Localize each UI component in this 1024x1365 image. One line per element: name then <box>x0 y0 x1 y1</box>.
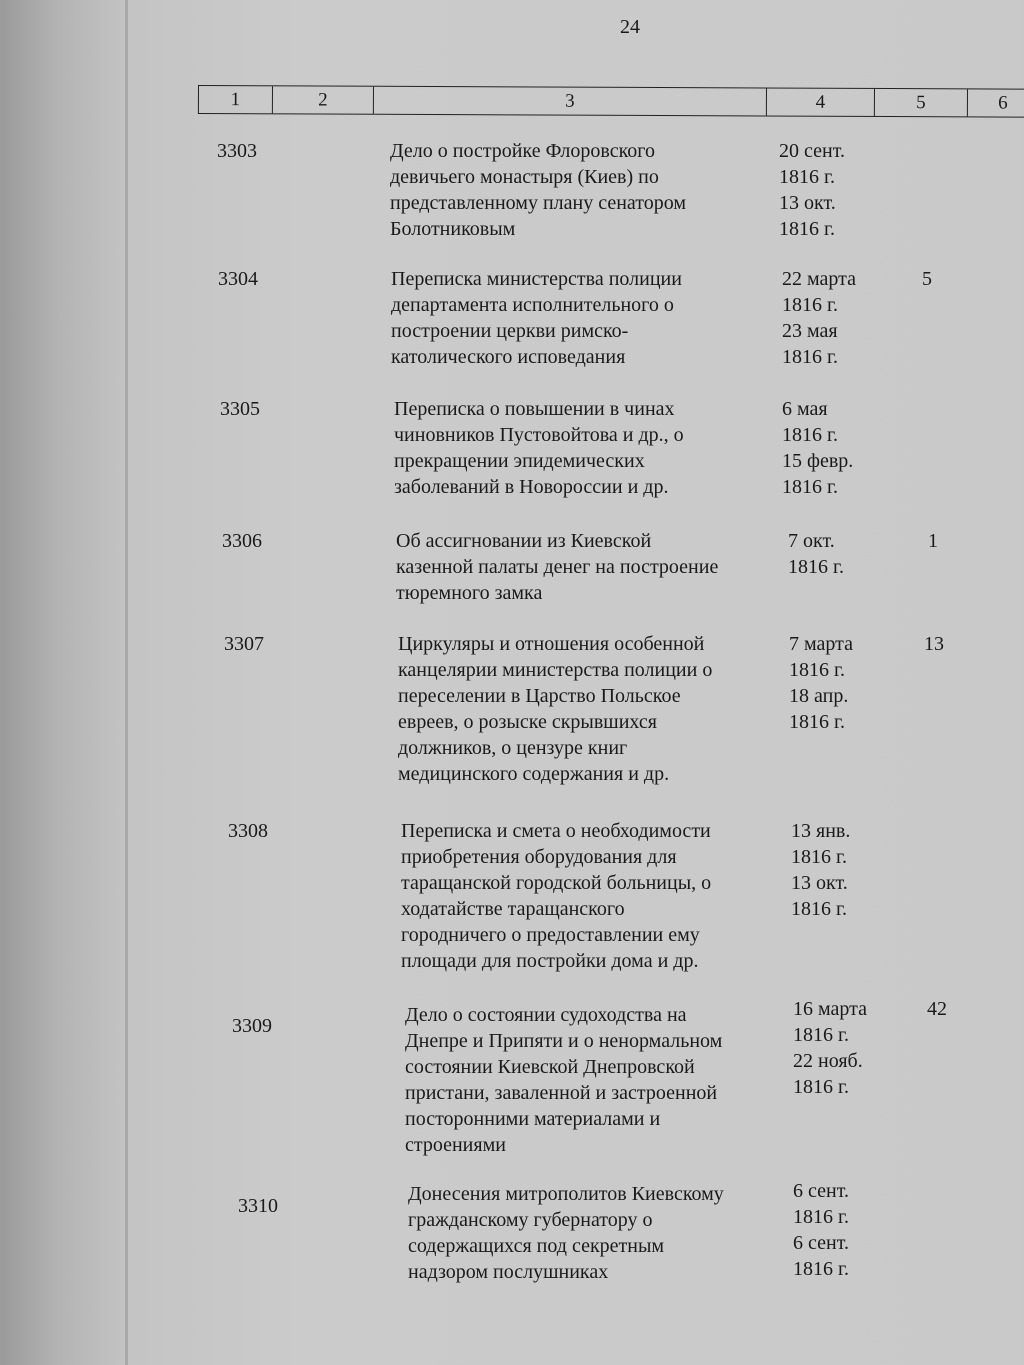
entry-number: 3309 <box>232 1015 272 1037</box>
entry-sheet-count: 5 <box>922 268 932 290</box>
entry-description: Переписка министерства полиции департамента исполнительного о построении церкви римско- католического исповедания <box>391 268 682 368</box>
entry-sheet-count: 1 <box>928 530 938 552</box>
column-header-3: 3 <box>374 87 767 116</box>
entry-dates: 20 сент. 1816 г. 13 окт. 1816 г. <box>779 140 845 240</box>
entry-dates: 7 окт. 1816 г. <box>788 530 844 578</box>
entry-dates: 6 мая 1816 г. 15 февр. 1816 г. <box>782 398 854 498</box>
entry-description: Донесения митрополитов Киевскому гражданскому губернатору о содержащихся под секретным надзором послушниках <box>408 1183 724 1283</box>
column-header-6: 6 <box>998 92 1008 114</box>
entry-description: Переписка и смета о необходимости приобретения оборудования для таращанской городской больницы, о ходатайстве таращанского городничего о предоставлении ему площади для постройки дома и др. <box>401 820 712 972</box>
entry-dates: 16 марта 1816 г. 22 нояб. 1816 г. <box>793 998 867 1098</box>
page-number: 24 <box>620 16 640 38</box>
entry-number: 3310 <box>238 1195 278 1217</box>
entry-description: Циркуляры и отношения особенной канцелярии министерства полиции о переселении в Царство Польское евреев, о розыске скрывшихся должников, о цензуре книг медицинского содержания и др. <box>398 633 713 785</box>
column-header-1: 1 <box>199 86 273 113</box>
entry-dates: 13 янв. 1816 г. 13 окт. 1816 г. <box>791 820 851 920</box>
page-gutter <box>125 0 128 1365</box>
entry-number: 3303 <box>217 140 257 162</box>
entry-number: 3308 <box>228 820 268 842</box>
entry-number: 3306 <box>222 530 262 552</box>
entry-number: 3304 <box>218 268 258 290</box>
column-header-2: 2 <box>273 86 374 113</box>
column-header-row <box>198 85 1024 118</box>
entry-description: Переписка о повышении в чинах чиновников Пустовойтова и др., о прекращении эпидемических заболеваний в Новороссии и др. <box>394 398 684 498</box>
entry-dates: 22 марта 1816 г. 23 мая 1816 г. <box>782 268 856 368</box>
entry-description: Дело о постройке Флоровского девичьего монастыря (Киев) по представленному плану сенатором Болотниковым <box>390 140 687 240</box>
entry-dates: 6 сент. 1816 г. 6 сент. 1816 г. <box>793 1180 849 1280</box>
entry-number: 3305 <box>220 398 260 420</box>
entry-description: Об ассигновании из Киевской казенной палаты денег на построение тюремного замка <box>396 530 719 604</box>
column-header-5: 5 <box>875 89 968 116</box>
entry-dates: 7 марта 1816 г. 18 апр. 1816 г. <box>789 633 853 733</box>
entry-sheet-count: 42 <box>927 998 947 1020</box>
entry-description: Дело о состоянии судоходства на Днепре и Припяти и о ненормальном состоянии Киевской Днепровской пристани, заваленной и застроенной посторонними материалами и строениями <box>405 1004 723 1156</box>
column-header-4: 4 <box>767 88 875 115</box>
entry-number: 3307 <box>224 633 264 655</box>
entry-sheet-count: 13 <box>924 633 944 655</box>
